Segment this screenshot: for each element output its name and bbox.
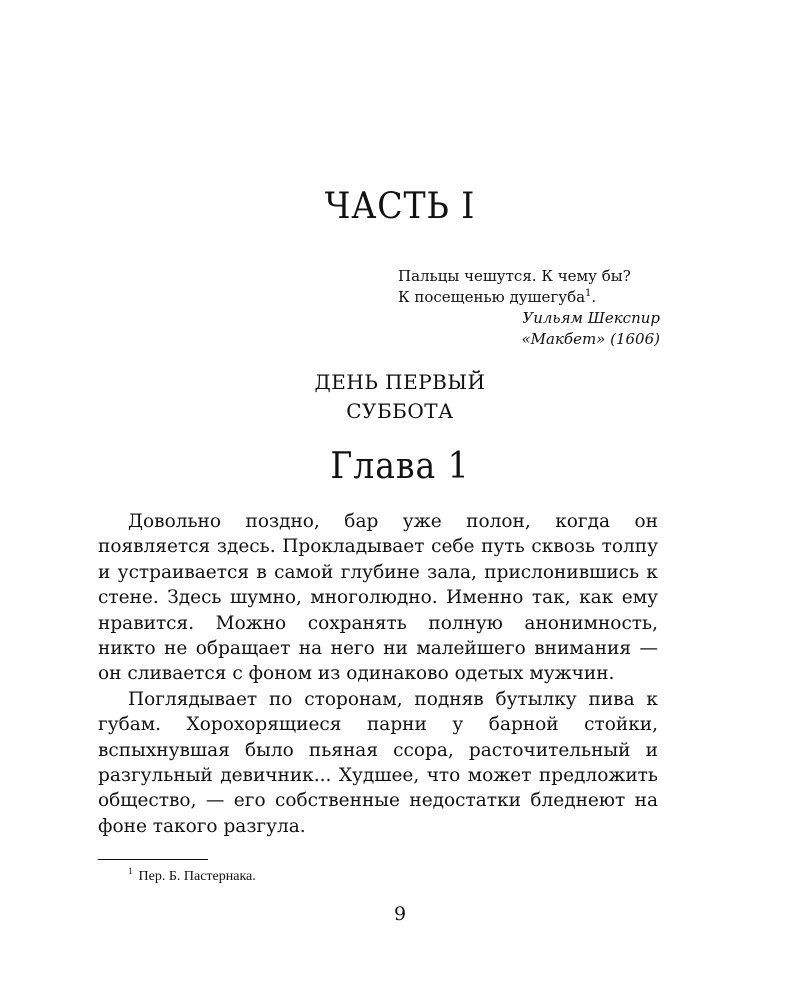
footnote-divider [98,859,208,860]
epigraph-author: Уильям Шекспир [522,309,660,327]
page-number: 9 [393,903,407,925]
footnote-mark: 1 [128,866,133,877]
epigraph-source: «Макбет» (1606) [521,330,660,348]
day-heading [0,368,800,426]
body-text [98,509,658,839]
epigraph-line-2 [398,287,660,308]
paragraph: Поглядывает по сторонам, подняв бутылку пива к губам. Хорохорящиеся парни у барной стойки, вспыхнувшая было пьяная ссора, расточительный и разгульный девичник... Худшее, что может предложить общество, — его собственные недостатки бледнеют на фоне такого разгула. [98,688,658,837]
footnote-text: Пер. Б. Пастернака. [138,869,256,884]
chapter-title: Глава 1 [330,446,470,487]
epigraph [398,266,660,350]
epigraph-line-1: Пальцы чешутся. К чему бы? [398,267,631,285]
day-number: ДЕНЬ ПЕРВЫЙ [314,370,486,394]
day-weekday: СУББОТА [346,399,454,423]
footnote-reference: 1 [585,288,592,299]
epigraph-line-2-period: . [591,288,597,306]
paragraph: Довольно поздно, бар уже полон, когда он появляется здесь. Прокладывает себе путь сквозь толпу и устраивается в самой глубине зала, прислонившись к стене. Здесь шумно, многолюдно. Именно так, как ему нравится. Можно сохранять полную анонимность, никто не обращает на него ни малейшего внимания — он сливается с фоном из одинаково одетых мужчин. [98,511,658,685]
part-title: ЧАСТЬ I [324,186,476,227]
footnote [128,868,256,886]
epigraph-line-2-text: К посещенью душегуба [398,288,586,306]
